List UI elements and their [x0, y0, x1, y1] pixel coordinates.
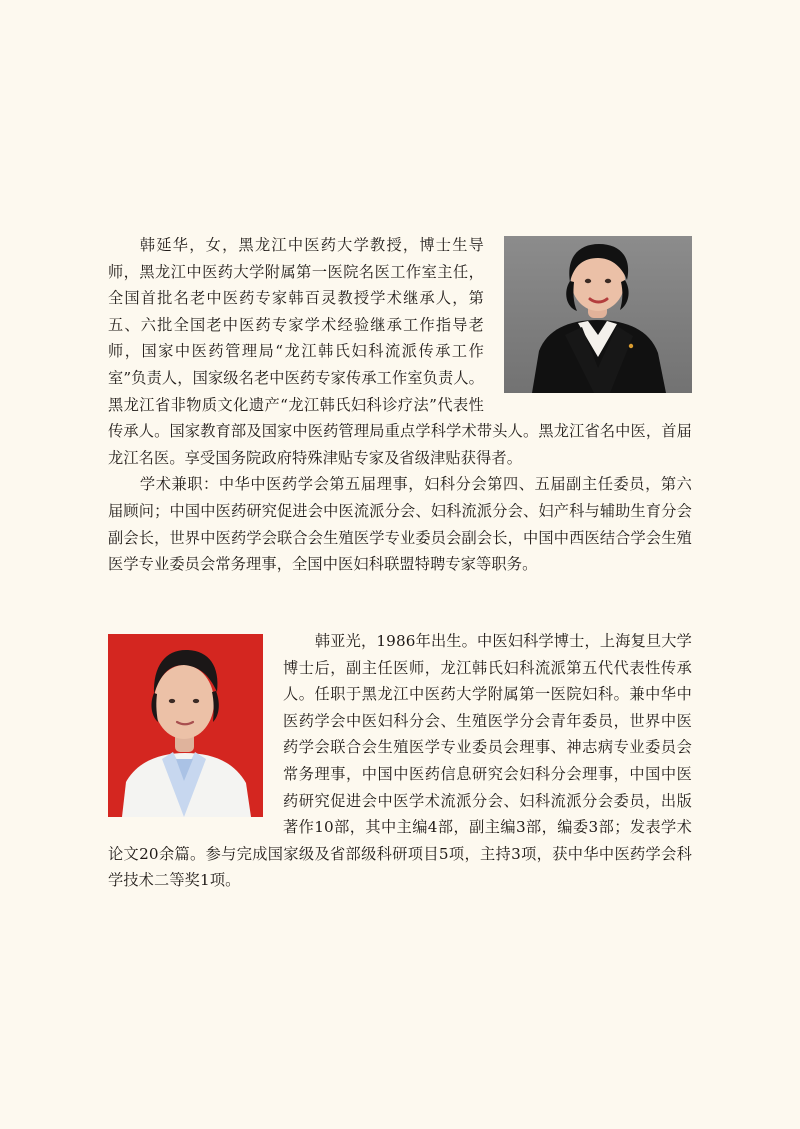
profile-han-yanhua [108, 232, 692, 578]
han-yaguang-bio-paragraph: 韩亚光，1986年出生。中医妇科学博士，上海复旦大学博士后，副主任医师，龙江韩氏妇科流派第五代代表性传承人。任职于黑龙江中医药大学附属第一医院妇科。兼中华中医药学会中医妇科分会、生殖医学分会青年委员，世界中医药学会联合会生殖医学专业委员会理事、神志病专业委员会常务理事，中国中医药信息研究会妇科分会理事，中国中医药研究促进会中医学术流派分会、妇科流派分会委员，出版著作10部，其中主编4部，副主编3部，编委3部；发表学术论文20余篇。参与完成国家级及省部级科研项目5项，主持3项，获中华中医药学会科学技术二等奖1项。 [108, 632, 692, 890]
han-yanhua-bio-paragraph-2: 学术兼职：中华中医药学会第五届理事，妇科分会第四、五届副主任委员，第六届顾问；中国中医药研究促进会中医流派分会、妇科流派分会、妇产科与辅助生育分会副会长，世界中医药学会联合会生殖医学专业委员会副会长，中国中西医结合学会生殖医学专业委员会常务理事，全国中医妇科联盟特聘专家等职务。 [108, 475, 692, 574]
han-yanhua-portrait [504, 236, 692, 393]
profile-han-yaguang [108, 628, 692, 894]
han-yanhua-bio-paragraph-1: 韩延华，女，黑龙江中医药大学教授，博士生导师，黑龙江中医药大学附属第一医院名医工作室主任，全国首批名老中医药专家韩百灵教授学术继承人，第五、六批全国老中医药专家学术经验继承工作指导老师，国家中医药管理局“龙江韩氏妇科流派传承工作室”负责人，国家级名老中医药专家传承工作室负责人。黑龙江省非物质文化遗产“龙江韩氏妇科诊疗法”代表性传承人。国家教育部及国家中医药管理局重点学科学术带头人。黑龙江省名中医，首届龙江名医。享受国务院政府特殊津贴专家及省级津贴获得者。 [108, 236, 692, 467]
han-yaguang-portrait [108, 634, 263, 817]
